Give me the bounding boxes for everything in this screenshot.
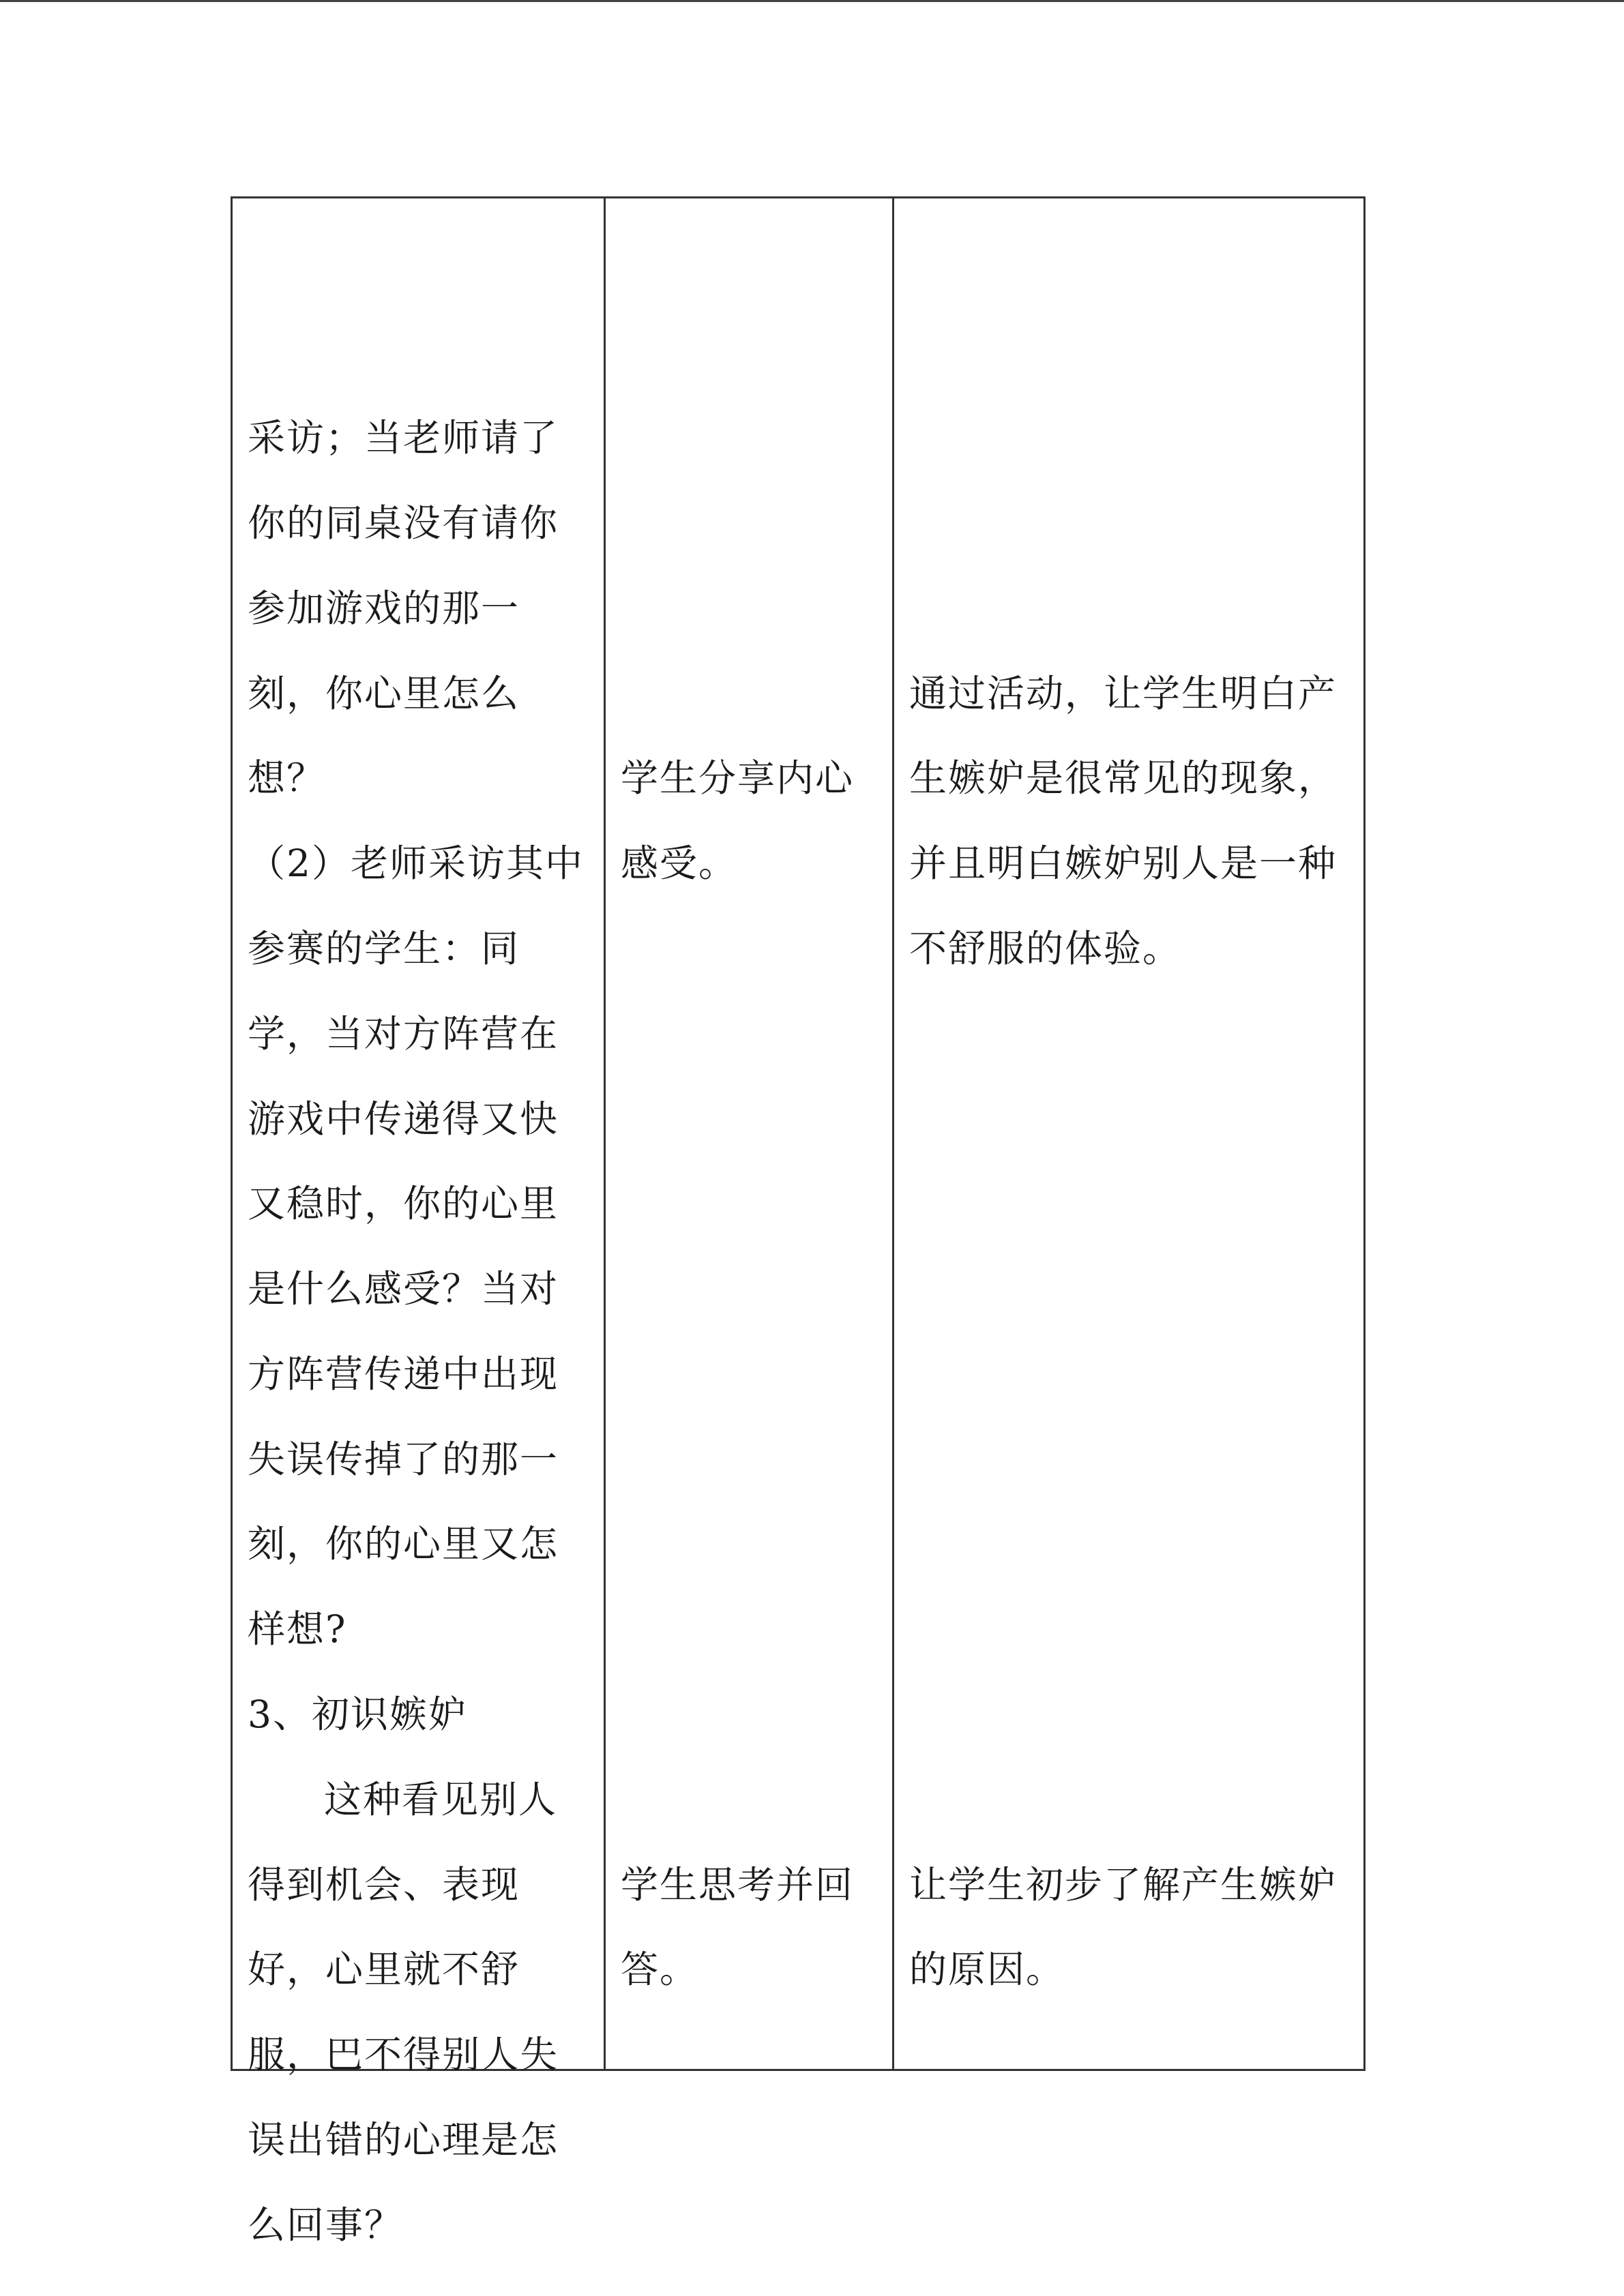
- text-line: 想？: [248, 756, 326, 800]
- text-line: 让学生初步了解产生嫉妒: [909, 1863, 1338, 1907]
- text-line: 采访；当老师请了: [248, 416, 559, 460]
- text-line: 学，当对方阵营在: [248, 1012, 559, 1056]
- text-line: 参加游戏的那一: [248, 586, 520, 630]
- text-line: 刻，你的心里又怎: [248, 1522, 559, 1566]
- text-line: 得到机会、表现: [248, 1863, 520, 1907]
- text-line: 刻，你心里怎么: [248, 672, 520, 715]
- text-line: 学生分享内心: [621, 756, 855, 800]
- text-line: 样想?: [248, 1607, 347, 1651]
- teacher-activity-column: [233, 198, 604, 2247]
- text-line: 服，巴不得别人失: [248, 2033, 559, 2076]
- text-line: 好，心里就不舒: [248, 1948, 520, 1991]
- text-line: 方阵营传递中出现: [248, 1352, 559, 1396]
- text-line: 答。: [621, 1948, 699, 1991]
- text-line: 失误传掉了的那一: [248, 1437, 559, 1481]
- top-border-line: [0, 0, 1624, 2]
- text-line: 游戏中传递得又快: [248, 1097, 559, 1141]
- text-line: 参赛的学生：同: [248, 927, 520, 970]
- text-line: 是什么感受？当对: [248, 1267, 559, 1311]
- text-line: 并且明白嫉妒别人是一种: [909, 841, 1338, 885]
- text-line: 么回事？: [248, 2203, 404, 2247]
- text-line: 感受。: [621, 841, 738, 885]
- text-line: （2）老师采访其中: [248, 841, 584, 885]
- student-activity-column: [604, 198, 892, 2069]
- text-line: 误出错的心理是怎: [248, 2118, 559, 2162]
- text-line: 生嫉妒是很常见的现象，: [909, 756, 1338, 800]
- text-line: 你的同桌没有请你: [248, 501, 559, 545]
- text-line: 不舒服的体验。: [909, 927, 1182, 970]
- section-heading: 3、初识嫉妒: [248, 1693, 467, 1736]
- text-line: 学生思考并回: [621, 1863, 855, 1907]
- lesson-plan-table: [231, 196, 1365, 2247]
- design-intent-column: [892, 198, 1363, 2069]
- text-line: 通过活动，让学生明白产: [909, 672, 1338, 715]
- text-line: 又稳时，你的心里: [248, 1182, 559, 1225]
- text-line: 这种看见别人: [324, 1778, 558, 1821]
- text-line: 的原因。: [909, 1948, 1065, 1991]
